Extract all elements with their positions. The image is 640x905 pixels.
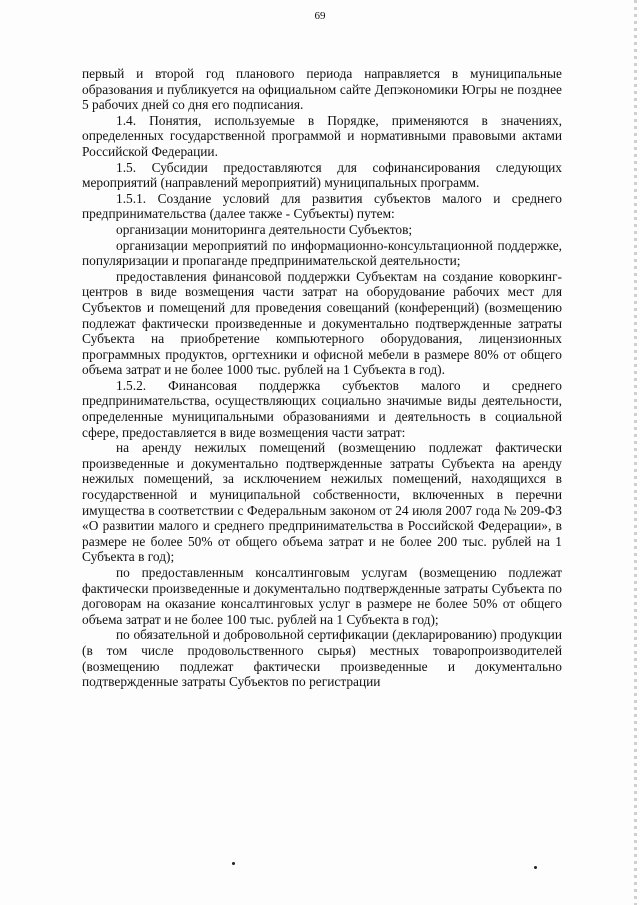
page-number: 69	[314, 10, 326, 22]
body-text	[82, 66, 562, 690]
scan-speck	[232, 862, 235, 865]
list-item-consulting-support: организации мероприятий по информационно-консультационной поддержке, популяризации и пропаганде предпринимательской деятельности;	[82, 237, 562, 269]
list-item-certification: по обязательной и добровольной сертификации (декларированию) продукции (в том числе продовольственного сырья) местных товаропроизводителей (возмещению подлежат фактически произведенные и документально подтвержденные затраты Субъектов по регистрации	[82, 627, 562, 690]
list-item-consulting-services: по предоставленным консалтинговым услугам (возмещению подлежат фактически произведенные и документально подтвержденные затраты Субъекта по договорам на оказание консалтинговых услуг в размере не более 50% от общего объема затрат и не более 100 тыс. рублей на 1 Субъекта в год);	[82, 565, 562, 627]
paragraph-1-5: 1.5. Субсидии предоставляются для софинансирования следующих мероприятий (направлений мероприятий) муниципальных программ.	[82, 159, 562, 191]
list-item-coworking-support: предоставления финансовой поддержки Субъектам на создание коворкинг-центров в виде возмещения части затрат на оборудование рабочих мест для Субъектов и помещений для проведения совещаний (конференций) (возмещению подлежат фактически произведенные и документально подтвержденные затраты Субъекта на приобретение компьютерного оборудования, лицензионных программных продуктов, оргтехники и офисной мебели в размере 80% от общего объема затрат и не более 1000 тыс. рублей на 1 Субъекта в год).	[82, 268, 562, 378]
paragraph-1-5-2: 1.5.2. Финансовая поддержка субъектов малого и среднего предпринимательства, осуществляющих социально значимые виды деятельности, определенные муниципальными образованиями и деятельность в социальной сфере, предоставляется в виде возмещения части затрат:	[82, 377, 562, 440]
paragraph-1-4: 1.4. Понятия, используемые в Порядке, применяются в значениях, определенных государственной программой и нормативными правовыми актами Российской Федерации.	[82, 112, 562, 159]
scan-speck	[534, 866, 537, 869]
paragraph-continuation: первый и второй год планового периода направляется в муниципальные образования и публикуется на официальном сайте Депэкономики Югры не позднее 5 рабочих дней со дня его подписания.	[82, 66, 562, 113]
list-item-monitoring: организации мониторинга деятельности Субъектов;	[116, 221, 413, 237]
paragraph-1-5-1: 1.5.1. Создание условий для развития субъектов малого и среднего предпринимательства (далее также - Субъекты) путем:	[82, 190, 562, 222]
scan-edge-artifact	[634, 0, 637, 905]
list-item-rent: на аренду нежилых помещений (возмещению подлежат фактически произведенные и документально подтвержденные затраты Субъекта на аренду нежилых помещений, за исключением нежилых помещений, находящихся в государственной и муниципальной собственности, включенных в перечни имущества в соответствии с Федеральным законом от 24 июля 2007 года № 209-ФЗ «О развитии малого и среднего предпринимательства в Российской Федерации», в размере не более 50% от общего объема затрат и не более 200 тыс. рублей на 1 Субъекта в год);	[82, 440, 562, 565]
